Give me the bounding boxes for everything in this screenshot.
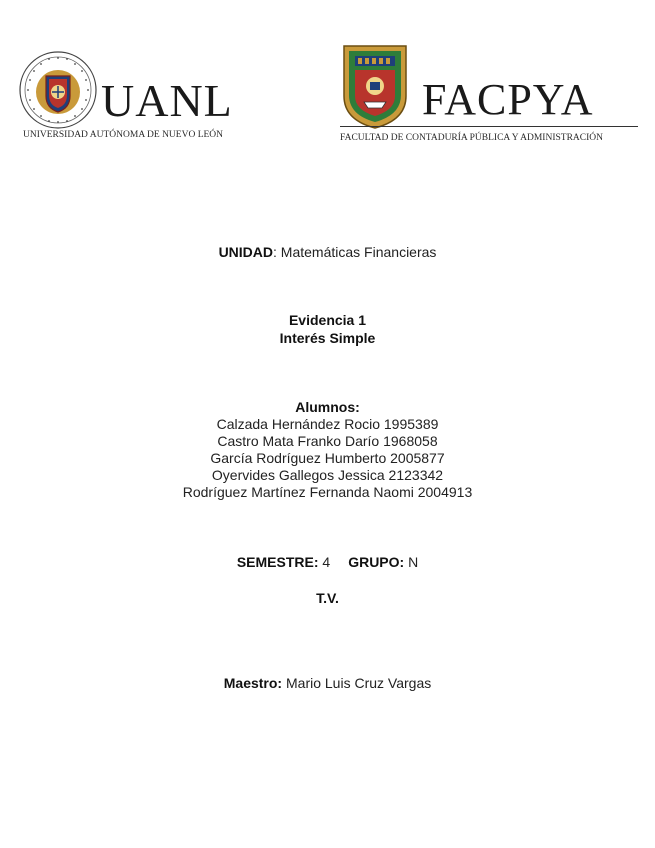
facpya-wordmark: FACPYA	[422, 75, 594, 124]
document-header	[0, 0, 655, 160]
maestro-value: Mario Luis Cruz Vargas	[282, 675, 432, 691]
alumnos-label: Alumnos:	[295, 399, 360, 415]
uanl-subtitle: UNIVERSIDAD AUTÓNOMA DE NUEVO LEÓN	[23, 130, 224, 140]
facpya-shield-icon	[340, 42, 410, 130]
evidencia-subtitle: Interés Simple	[279, 330, 376, 346]
semestre-grupo-line	[0, 554, 655, 571]
unidad-label: UNIDAD	[218, 244, 274, 260]
semestre-value: 4	[318, 554, 331, 570]
evidencia-title: Evidencia 1	[288, 312, 367, 328]
grupo-value: N	[404, 554, 419, 570]
uanl-wordmark: UANL	[101, 75, 233, 126]
alumno-item: Rodríguez Martínez Fernanda Naomi 2004913	[182, 484, 473, 500]
grupo-label: GRUPO:	[348, 554, 405, 570]
alumno-item: Oyervides Gallegos Jessica 2123342	[211, 467, 444, 483]
semestre-label: SEMESTRE:	[236, 554, 319, 570]
uanl-seal-icon	[18, 50, 98, 130]
maestro-line	[0, 675, 655, 692]
unidad-value: : Matemáticas Financieras	[273, 244, 437, 260]
unidad-line	[0, 244, 655, 261]
alumno-item: García Rodríguez Humberto 2005877	[210, 450, 445, 466]
turno: T.V.	[316, 590, 339, 606]
facpya-divider	[340, 126, 638, 127]
alumno-item: Calzada Hernández Rocio 1995389	[216, 416, 439, 432]
maestro-label: Maestro:	[223, 675, 283, 691]
alumno-item: Castro Mata Franko Darío 1968058	[217, 433, 438, 449]
facpya-subtitle: FACULTAD DE CONTADURÍA PÚBLICA Y ADMINISTRACIÓN	[340, 133, 603, 143]
